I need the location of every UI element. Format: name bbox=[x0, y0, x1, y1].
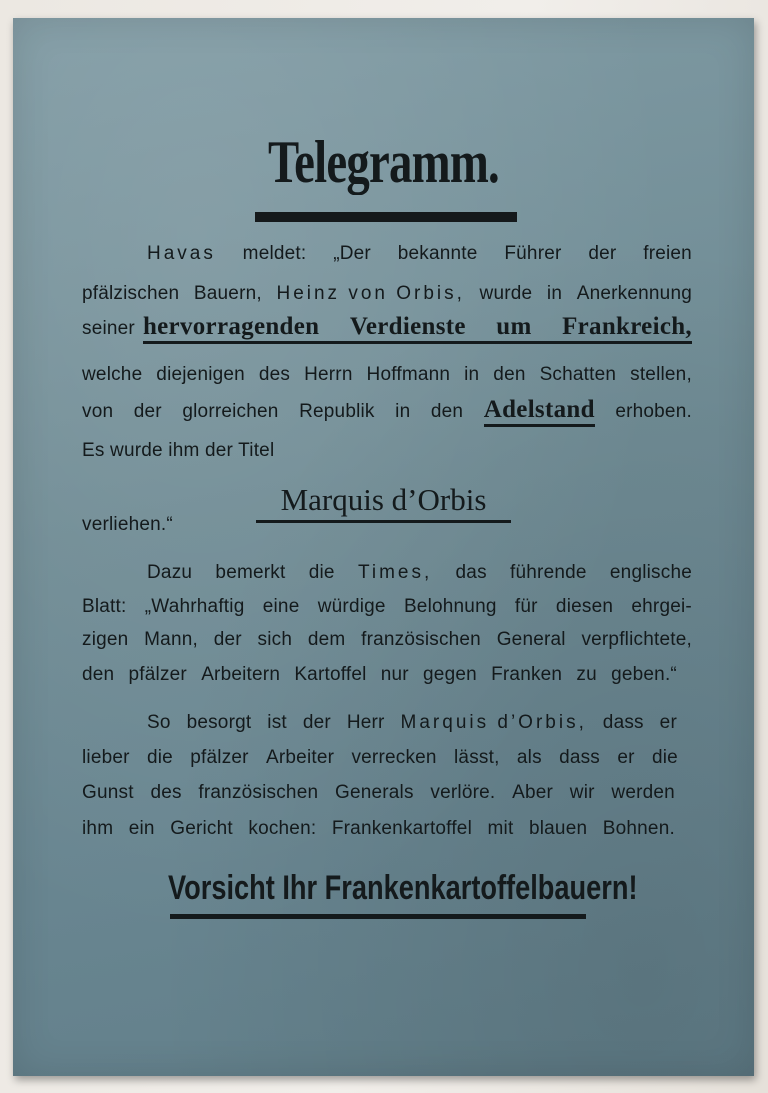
p3-line-1: So besorgt ist der Herr Marquis d’Orbis, dass er bbox=[147, 712, 677, 733]
title-underline bbox=[255, 212, 517, 222]
p1-line-5: von der glorreichen Republik in den Adelstand erhoben. bbox=[82, 397, 692, 427]
p2-line-1: Dazu bemerkt die Times, das führende englische bbox=[147, 562, 692, 583]
p2-line-2: Blatt: „Wahrhaftig eine würdige Belohnung für diesen ehrgei- bbox=[82, 596, 692, 617]
highlight-adelstand: Adelstand bbox=[484, 397, 595, 427]
poster-title: Telegramm. bbox=[268, 129, 499, 195]
warning-headline: Vorsicht Ihr Frankenkartoffelbauern! bbox=[168, 869, 638, 907]
p1-line-4: welche diejenigen des Herrn Hoffmann in den Schatten stellen, bbox=[82, 364, 692, 385]
highlight-merits: hervorragenden Verdienste um Frankreich, bbox=[143, 314, 692, 344]
warning-underline bbox=[170, 914, 586, 919]
p3-line-3: Gunst des französischen Generals verlöre. Aber wir werden bbox=[82, 782, 675, 803]
p2-line-3: zigen Mann, der sich dem französischen General verpflichtete, bbox=[82, 629, 692, 650]
p1-line-2: pfälzischen Bauern, Heinz von Orbis, wurde in Anerkennung bbox=[82, 283, 692, 304]
p1-line-3: seiner hervorragenden Verdienste um Frankreich, bbox=[82, 314, 692, 344]
p1-line-6: Es wurde ihm der Titel bbox=[82, 440, 275, 461]
p3-line-4: ihm ein Gericht kochen: Frankenkartoffel mit blauen Bohnen. bbox=[82, 818, 675, 839]
p3-line-2: lieber die pfälzer Arbeiter verrecken lässt, als dass er die bbox=[82, 747, 678, 768]
p1-line-1: Havas meldet: „Der bekannte Führer der freien bbox=[147, 243, 692, 264]
p1-line-7: verliehen.“ bbox=[82, 514, 173, 535]
marquis-title: Marquis d’Orbis bbox=[256, 480, 511, 523]
poster bbox=[13, 18, 754, 1076]
p2-line-4: den pfälzer Arbeitern Kartoffel nur gegen Franken zu geben.“ bbox=[82, 664, 677, 685]
